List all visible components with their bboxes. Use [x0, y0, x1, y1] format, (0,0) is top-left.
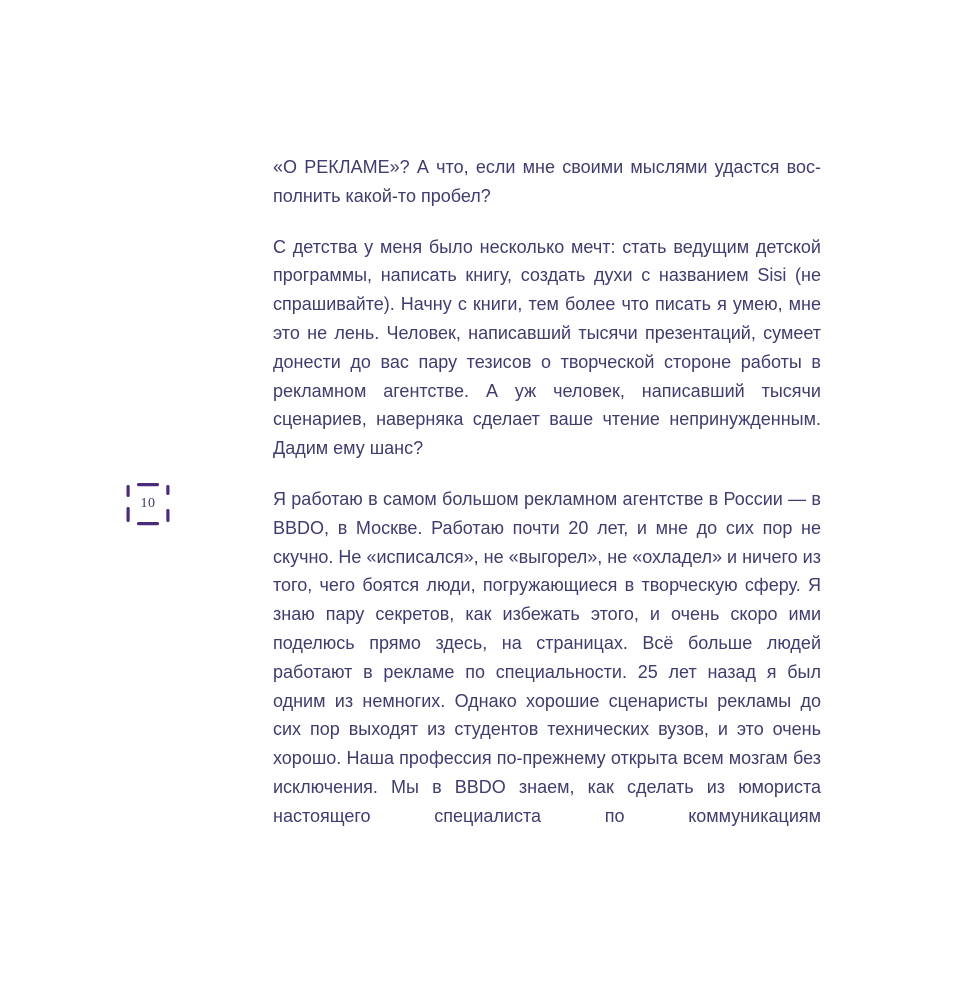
page-number: 10: [140, 496, 156, 511]
paragraph-2: С детства у меня было несколько мечт: стать ведущим детской программы, написать книгу, создать духи с названием Sisi (не спрашивайте). Начну с книги, тем более что писать я умею, мне это не лень. Человек, написавший тысячи презентаций, сумеет донести до вас пару тезисов о творческой стороне работы в рекламном агентстве. А уж человек, написавший тысячи сценариев, наверняка сделает ваше чтение непринужденным. Дадим ему шанс?: [273, 236, 821, 459]
paragraph-3: Я работаю в самом большом рекламном агентстве в России — в BBDO, в Москве. Работаю почти 20 лет, и мне до сих пор не скучно. Не «исписался», не «выгорел», не «охладел» и ничего из того, чего боятся люди, погружающиеся в творческую сферу. Я знаю пару секретов, как избежать этого, и очень скоро ими поделюсь прямо здесь, на страницах. Всё больше людей работают в рекламе по специальности. 25 лет назад я был одним из немногих. Однако хорошие сценаристы рекламы до сих пор выходят из студентов технических вузов, и это очень хорошо. Наша профессия по-прежнему открыта всем мозгам без исключения. Мы в BBDO знаем, как сделать из юмориста настоящего специалиста по коммуникациям: [273, 488, 821, 826]
body-text: [273, 153, 821, 853]
paragraph-1: «О РЕКЛАМЕ»? А что, если мне своими мыслями удастся восполнить какой-то пробел?: [273, 157, 821, 206]
page-number-marker: [124, 481, 172, 527]
